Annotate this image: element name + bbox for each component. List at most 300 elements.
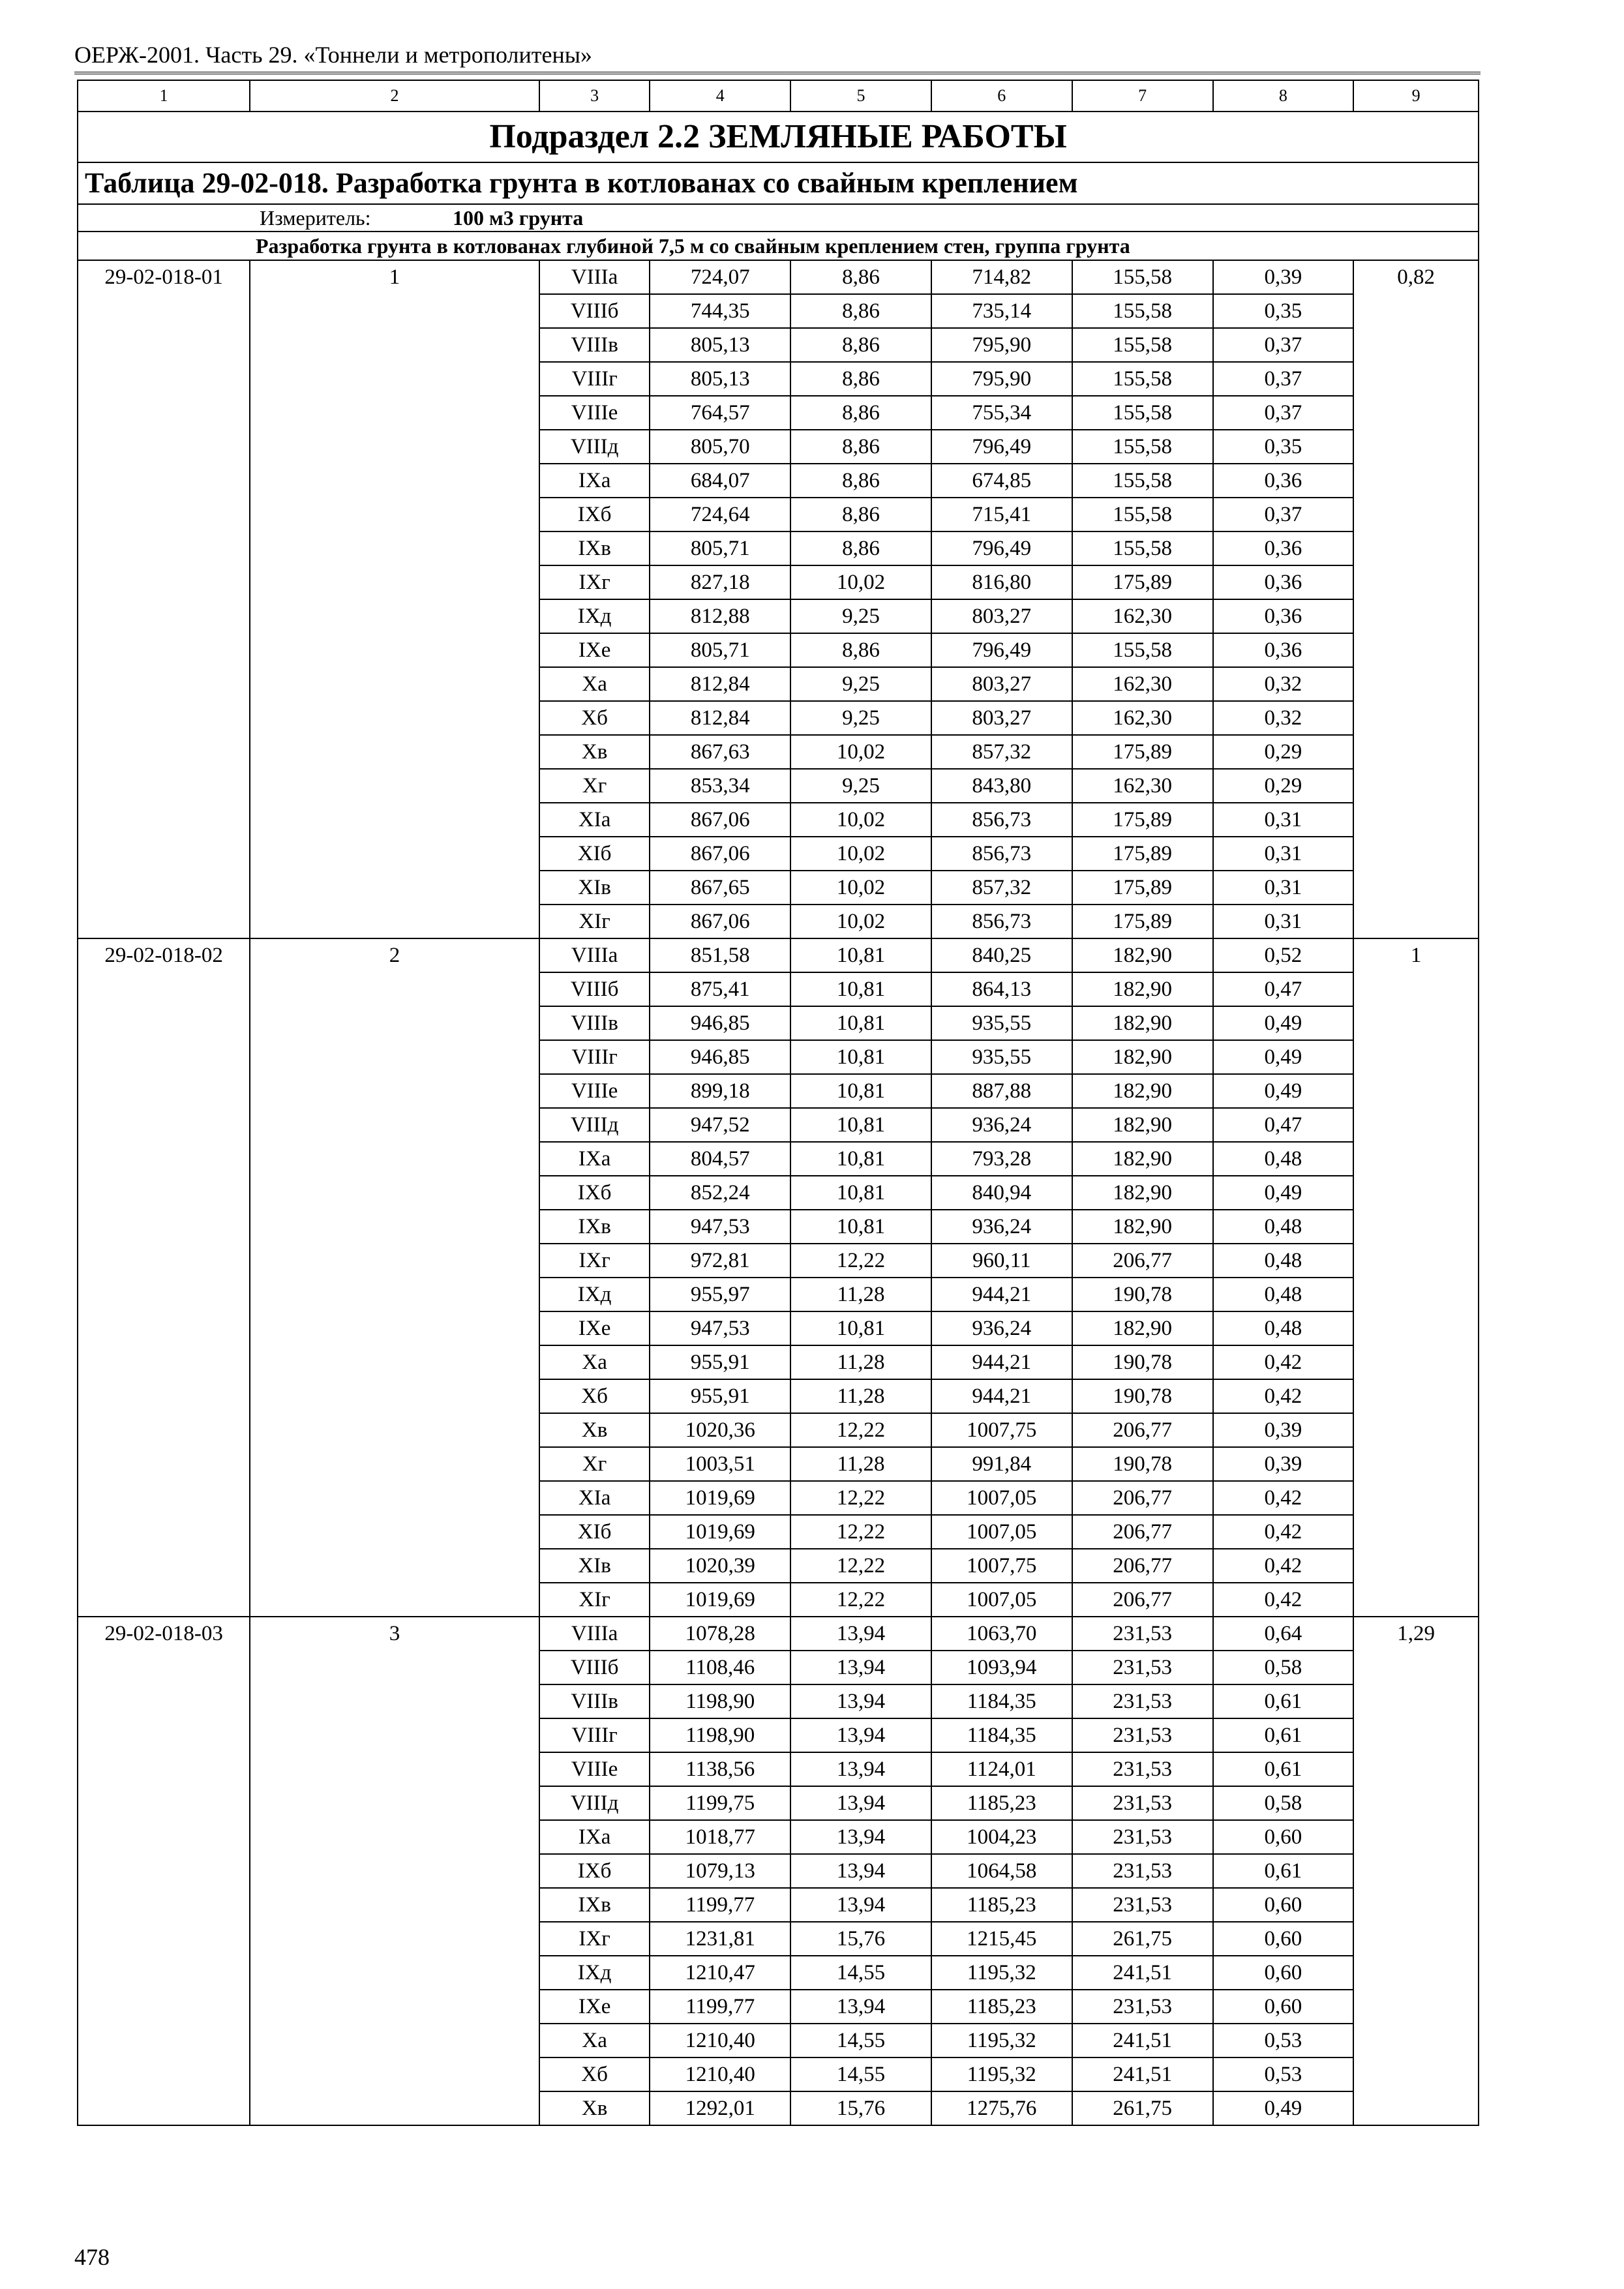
soil-group: VIIIд bbox=[539, 1108, 650, 1142]
machinist-wages: 206,77 bbox=[1072, 1481, 1213, 1515]
machinist-wages: 155,58 bbox=[1072, 531, 1213, 565]
machinist-wages: 175,89 bbox=[1072, 871, 1213, 905]
machine-cost: 1007,75 bbox=[931, 1549, 1072, 1583]
machine-cost: 935,55 bbox=[931, 1040, 1072, 1074]
labor-wages: 13,94 bbox=[790, 1718, 931, 1752]
total-cost: 867,63 bbox=[650, 735, 790, 769]
machinist-wages: 182,90 bbox=[1072, 1176, 1213, 1210]
labor-wages: 10,81 bbox=[790, 1210, 931, 1244]
machine-cost: 1185,23 bbox=[931, 1786, 1072, 1820]
machine-cost: 1004,23 bbox=[931, 1820, 1072, 1854]
machine-cost: 796,49 bbox=[931, 531, 1072, 565]
materials-cost: 0,48 bbox=[1213, 1142, 1354, 1176]
machinist-wages: 231,53 bbox=[1072, 1854, 1213, 1888]
soil-group: IXб bbox=[539, 498, 650, 531]
machinist-wages: 231,53 bbox=[1072, 1684, 1213, 1718]
soil-group: Xб bbox=[539, 701, 650, 735]
measure-label: Измеритель: bbox=[260, 206, 371, 230]
labor-wages: 8,86 bbox=[790, 328, 931, 362]
labor-wages: 8,86 bbox=[790, 633, 931, 667]
machinist-wages: 206,77 bbox=[1072, 1413, 1213, 1447]
total-cost: 1210,40 bbox=[650, 2024, 790, 2057]
total-cost: 946,85 bbox=[650, 1040, 790, 1074]
labor-wages: 10,02 bbox=[790, 803, 931, 837]
total-cost: 764,57 bbox=[650, 396, 790, 430]
machinist-wages: 182,90 bbox=[1072, 972, 1213, 1006]
labor-wages: 10,02 bbox=[790, 565, 931, 599]
machine-cost: 796,49 bbox=[931, 430, 1072, 464]
machine-cost: 843,80 bbox=[931, 769, 1072, 803]
total-cost: 805,71 bbox=[650, 633, 790, 667]
total-cost: 1210,40 bbox=[650, 2057, 790, 2091]
labor-wages: 13,94 bbox=[790, 1820, 931, 1854]
soil-group: IXе bbox=[539, 1990, 650, 2024]
materials-cost: 0,29 bbox=[1213, 769, 1354, 803]
total-cost: 1231,81 bbox=[650, 1922, 790, 1956]
labor-wages: 10,81 bbox=[790, 1006, 931, 1040]
machinist-wages: 241,51 bbox=[1072, 2057, 1213, 2091]
labor-wages: 12,22 bbox=[790, 1244, 931, 1278]
materials-cost: 0,35 bbox=[1213, 294, 1354, 328]
machinist-wages: 182,90 bbox=[1072, 1108, 1213, 1142]
machinist-wages: 231,53 bbox=[1072, 1651, 1213, 1684]
labor-wages: 13,94 bbox=[790, 1684, 931, 1718]
materials-cost: 0,31 bbox=[1213, 803, 1354, 837]
labor-wages: 10,02 bbox=[790, 905, 931, 938]
total-cost: 853,34 bbox=[650, 769, 790, 803]
machine-cost: 1007,05 bbox=[931, 1583, 1072, 1617]
labor-wages: 14,55 bbox=[790, 2057, 931, 2091]
soil-group: VIIIб bbox=[539, 1651, 650, 1684]
total-cost: 946,85 bbox=[650, 1006, 790, 1040]
soil-group: XIв bbox=[539, 871, 650, 905]
soil-group: IXв bbox=[539, 531, 650, 565]
total-cost: 955,97 bbox=[650, 1278, 790, 1311]
total-cost: 812,88 bbox=[650, 599, 790, 633]
materials-cost: 0,37 bbox=[1213, 498, 1354, 531]
materials-cost: 0,36 bbox=[1213, 565, 1354, 599]
machinist-wages: 155,58 bbox=[1072, 498, 1213, 531]
machinist-wages: 162,30 bbox=[1072, 769, 1213, 803]
materials-cost: 0,53 bbox=[1213, 2057, 1354, 2091]
soil-group: IXа bbox=[539, 1820, 650, 1854]
machine-cost: 857,32 bbox=[931, 871, 1072, 905]
total-cost: 812,84 bbox=[650, 701, 790, 735]
measure-cell bbox=[78, 204, 1479, 232]
materials-cost: 0,42 bbox=[1213, 1515, 1354, 1549]
materials-cost: 0,31 bbox=[1213, 905, 1354, 938]
machine-cost: 1195,32 bbox=[931, 1956, 1072, 1990]
machinist-wages: 155,58 bbox=[1072, 328, 1213, 362]
machinist-wages: 190,78 bbox=[1072, 1447, 1213, 1481]
labor-wages: 10,81 bbox=[790, 1142, 931, 1176]
materials-cost: 0,58 bbox=[1213, 1651, 1354, 1684]
soil-group: VIIIг bbox=[539, 1718, 650, 1752]
labor-wages: 13,94 bbox=[790, 1617, 931, 1651]
machinist-wages: 206,77 bbox=[1072, 1515, 1213, 1549]
machine-cost: 936,24 bbox=[931, 1311, 1072, 1345]
total-cost: 724,07 bbox=[650, 260, 790, 294]
materials-cost: 0,49 bbox=[1213, 1006, 1354, 1040]
labor-wages: 10,02 bbox=[790, 837, 931, 871]
column-number: 5 bbox=[790, 80, 931, 112]
machinist-wages: 261,75 bbox=[1072, 2091, 1213, 2125]
total-cost: 805,70 bbox=[650, 430, 790, 464]
machine-cost: 1184,35 bbox=[931, 1684, 1072, 1718]
machinist-wages: 155,58 bbox=[1072, 260, 1213, 294]
labor-wages: 13,94 bbox=[790, 1752, 931, 1786]
machinist-wages: 182,90 bbox=[1072, 1040, 1213, 1074]
soil-group: IXе bbox=[539, 1311, 650, 1345]
labor-wages: 12,22 bbox=[790, 1481, 931, 1515]
labor-wages: 12,22 bbox=[790, 1549, 931, 1583]
column-number: 2 bbox=[250, 80, 539, 112]
machine-cost: 991,84 bbox=[931, 1447, 1072, 1481]
machine-cost: 1007,05 bbox=[931, 1481, 1072, 1515]
machine-cost: 840,25 bbox=[931, 938, 1072, 972]
soil-group: IXв bbox=[539, 1888, 650, 1922]
table-title: Таблица 29-02-018. Разработка грунта в котлованах со свайным креплением bbox=[78, 162, 1479, 204]
total-cost: 1019,69 bbox=[650, 1481, 790, 1515]
labor-wages: 8,86 bbox=[790, 531, 931, 565]
soil-group: Xа bbox=[539, 1345, 650, 1379]
materials-cost: 0,42 bbox=[1213, 1583, 1354, 1617]
soil-group: VIIIд bbox=[539, 1786, 650, 1820]
materials-cost: 0,42 bbox=[1213, 1481, 1354, 1515]
norm-number: 3 bbox=[250, 1617, 539, 2125]
total-cost: 1199,75 bbox=[650, 1786, 790, 1820]
materials-cost: 0,39 bbox=[1213, 260, 1354, 294]
materials-cost: 0,42 bbox=[1213, 1345, 1354, 1379]
soil-group: XIа bbox=[539, 803, 650, 837]
total-cost: 744,35 bbox=[650, 294, 790, 328]
total-cost: 1199,77 bbox=[650, 1888, 790, 1922]
norm-code: 29-02-018-01 bbox=[78, 260, 250, 938]
machine-cost: 1215,45 bbox=[931, 1922, 1072, 1956]
materials-cost: 0,47 bbox=[1213, 1108, 1354, 1142]
materials-cost: 0,60 bbox=[1213, 1888, 1354, 1922]
labor-wages: 10,81 bbox=[790, 1074, 931, 1108]
labor-wages: 9,25 bbox=[790, 769, 931, 803]
measure-row bbox=[78, 204, 1479, 232]
soil-group: VIIIг bbox=[539, 1040, 650, 1074]
labor-wages: 10,81 bbox=[790, 1108, 931, 1142]
materials-cost: 0,36 bbox=[1213, 464, 1354, 498]
table-title-row bbox=[78, 162, 1479, 204]
machinist-wages: 241,51 bbox=[1072, 2024, 1213, 2057]
total-cost: 1198,90 bbox=[650, 1684, 790, 1718]
machinist-wages: 231,53 bbox=[1072, 1990, 1213, 2024]
machine-cost: 1184,35 bbox=[931, 1718, 1072, 1752]
machine-cost: 936,24 bbox=[931, 1108, 1072, 1142]
machinist-wages: 175,89 bbox=[1072, 735, 1213, 769]
soil-group: IXа bbox=[539, 1142, 650, 1176]
column-number: 3 bbox=[539, 80, 650, 112]
labor-wages: 10,81 bbox=[790, 972, 931, 1006]
soil-group: Xв bbox=[539, 2091, 650, 2125]
total-cost: 1019,69 bbox=[650, 1583, 790, 1617]
machine-cost: 715,41 bbox=[931, 498, 1072, 531]
materials-cost: 0,48 bbox=[1213, 1210, 1354, 1244]
soil-group: VIIIа bbox=[539, 1617, 650, 1651]
soil-group: IXг bbox=[539, 565, 650, 599]
subsection-title: Подраздел 2.2 ЗЕМЛЯНЫЕ РАБОТЫ bbox=[78, 112, 1479, 162]
materials-cost: 0,49 bbox=[1213, 1040, 1354, 1074]
machinist-wages: 182,90 bbox=[1072, 1074, 1213, 1108]
machine-cost: 816,80 bbox=[931, 565, 1072, 599]
machine-cost: 960,11 bbox=[931, 1244, 1072, 1278]
total-cost: 1292,01 bbox=[650, 2091, 790, 2125]
machinist-wages: 175,89 bbox=[1072, 803, 1213, 837]
materials-cost: 0,37 bbox=[1213, 396, 1354, 430]
machinist-wages: 182,90 bbox=[1072, 1006, 1213, 1040]
machine-cost: 856,73 bbox=[931, 803, 1072, 837]
machinist-wages: 182,90 bbox=[1072, 938, 1213, 972]
soil-group: Xг bbox=[539, 1447, 650, 1481]
total-cost: 867,65 bbox=[650, 871, 790, 905]
materials-cost: 0,53 bbox=[1213, 2024, 1354, 2057]
total-cost: 955,91 bbox=[650, 1379, 790, 1413]
machinist-wages: 206,77 bbox=[1072, 1549, 1213, 1583]
machinist-wages: 155,58 bbox=[1072, 633, 1213, 667]
soil-group: Xа bbox=[539, 2024, 650, 2057]
labor-wages: 12,22 bbox=[790, 1583, 931, 1617]
materials-cost: 0,35 bbox=[1213, 430, 1354, 464]
total-cost: 827,18 bbox=[650, 565, 790, 599]
subsection-row bbox=[78, 112, 1479, 162]
machine-cost: 1185,23 bbox=[931, 1990, 1072, 2024]
machine-cost: 803,27 bbox=[931, 701, 1072, 735]
machinist-wages: 206,77 bbox=[1072, 1244, 1213, 1278]
machinist-wages: 182,90 bbox=[1072, 1142, 1213, 1176]
machine-cost: 803,27 bbox=[931, 599, 1072, 633]
labor-wages: 15,76 bbox=[790, 1922, 931, 1956]
machine-cost: 1064,58 bbox=[931, 1854, 1072, 1888]
labor-wages: 11,28 bbox=[790, 1278, 931, 1311]
materials-cost: 0,37 bbox=[1213, 328, 1354, 362]
machinist-wages: 190,78 bbox=[1072, 1379, 1213, 1413]
machinist-wages: 162,30 bbox=[1072, 667, 1213, 701]
machine-cost: 1185,23 bbox=[931, 1888, 1072, 1922]
total-cost: 972,81 bbox=[650, 1244, 790, 1278]
labor-wages: 13,94 bbox=[790, 1786, 931, 1820]
machinist-wages: 155,58 bbox=[1072, 294, 1213, 328]
total-cost: 805,13 bbox=[650, 362, 790, 396]
machinist-wages: 155,58 bbox=[1072, 396, 1213, 430]
materials-cost: 0,42 bbox=[1213, 1549, 1354, 1583]
labor-wages: 14,55 bbox=[790, 2024, 931, 2057]
materials-cost: 0,47 bbox=[1213, 972, 1354, 1006]
total-cost: 724,64 bbox=[650, 498, 790, 531]
soil-group: XIг bbox=[539, 905, 650, 938]
materials-cost: 0,32 bbox=[1213, 667, 1354, 701]
machine-cost: 887,88 bbox=[931, 1074, 1072, 1108]
total-cost: 812,84 bbox=[650, 667, 790, 701]
machine-cost: 1275,76 bbox=[931, 2091, 1072, 2125]
labor-wages: 11,28 bbox=[790, 1379, 931, 1413]
machinist-wages: 231,53 bbox=[1072, 1888, 1213, 1922]
labor-wages: 8,86 bbox=[790, 396, 931, 430]
materials-cost: 0,39 bbox=[1213, 1447, 1354, 1481]
labor-wages: 11,28 bbox=[790, 1447, 931, 1481]
machinist-wages: 155,58 bbox=[1072, 362, 1213, 396]
labor-wages: 11,28 bbox=[790, 1345, 931, 1379]
machine-cost: 944,21 bbox=[931, 1379, 1072, 1413]
total-cost: 947,53 bbox=[650, 1210, 790, 1244]
machine-cost: 796,49 bbox=[931, 633, 1072, 667]
soil-group: IXг bbox=[539, 1922, 650, 1956]
machinist-wages: 231,53 bbox=[1072, 1617, 1213, 1651]
page-header: ОЕРЖ-2001. Часть 29. «Тоннели и метрополитены» bbox=[74, 42, 592, 68]
measure-value: 100 м3 грунта bbox=[453, 206, 584, 230]
total-cost: 1210,47 bbox=[650, 1956, 790, 1990]
total-cost: 684,07 bbox=[650, 464, 790, 498]
total-cost: 1003,51 bbox=[650, 1447, 790, 1481]
materials-cost: 0,48 bbox=[1213, 1278, 1354, 1311]
total-cost: 1108,46 bbox=[650, 1651, 790, 1684]
machinist-wages: 231,53 bbox=[1072, 1820, 1213, 1854]
soil-group: VIIIб bbox=[539, 972, 650, 1006]
materials-cost: 0,31 bbox=[1213, 871, 1354, 905]
column-number-row bbox=[78, 80, 1479, 112]
materials-cost: 0,48 bbox=[1213, 1244, 1354, 1278]
total-cost: 867,06 bbox=[650, 905, 790, 938]
soil-group: XIв bbox=[539, 1549, 650, 1583]
soil-group: VIIIа bbox=[539, 260, 650, 294]
soil-group: IXб bbox=[539, 1176, 650, 1210]
materials-cost: 0,64 bbox=[1213, 1617, 1354, 1651]
machinist-wages: 162,30 bbox=[1072, 701, 1213, 735]
materials-cost: 0,61 bbox=[1213, 1718, 1354, 1752]
labor-wages: 8,86 bbox=[790, 260, 931, 294]
soil-group: Xв bbox=[539, 735, 650, 769]
materials-cost: 0,60 bbox=[1213, 1956, 1354, 1990]
labor-wages: 15,76 bbox=[790, 2091, 931, 2125]
soil-group: IXг bbox=[539, 1244, 650, 1278]
materials-cost: 0,61 bbox=[1213, 1752, 1354, 1786]
norm-number: 2 bbox=[250, 938, 539, 1617]
machinist-wages: 231,53 bbox=[1072, 1718, 1213, 1752]
soil-group: IXд bbox=[539, 599, 650, 633]
column-number: 9 bbox=[1353, 80, 1479, 112]
table-row bbox=[78, 1617, 1479, 1651]
materials-cost: 0,49 bbox=[1213, 2091, 1354, 2125]
column-number: 4 bbox=[650, 80, 790, 112]
total-cost: 1199,77 bbox=[650, 1990, 790, 2024]
labor-wages: 10,02 bbox=[790, 735, 931, 769]
total-cost: 867,06 bbox=[650, 803, 790, 837]
machinist-wages: 155,58 bbox=[1072, 464, 1213, 498]
header-rule bbox=[74, 72, 1481, 74]
soil-group: VIIIа bbox=[539, 938, 650, 972]
labor-wages: 9,25 bbox=[790, 599, 931, 633]
total-cost: 899,18 bbox=[650, 1074, 790, 1108]
machinist-wages: 155,58 bbox=[1072, 430, 1213, 464]
materials-cost: 0,61 bbox=[1213, 1854, 1354, 1888]
norm-code: 29-02-018-03 bbox=[78, 1617, 250, 2125]
column-number: 7 bbox=[1072, 80, 1213, 112]
labor-wages: 9,25 bbox=[790, 667, 931, 701]
materials-cost: 0,60 bbox=[1213, 1820, 1354, 1854]
machinist-wages: 182,90 bbox=[1072, 1210, 1213, 1244]
labor-wages: 8,86 bbox=[790, 294, 931, 328]
soil-group: VIIIв bbox=[539, 1006, 650, 1040]
total-cost: 875,41 bbox=[650, 972, 790, 1006]
column-number: 1 bbox=[78, 80, 250, 112]
machinist-wages: 206,77 bbox=[1072, 1583, 1213, 1617]
total-cost: 947,53 bbox=[650, 1311, 790, 1345]
soil-group: IXе bbox=[539, 633, 650, 667]
materials-cost: 0,29 bbox=[1213, 735, 1354, 769]
machine-cost: 1007,75 bbox=[931, 1413, 1072, 1447]
total-cost: 804,57 bbox=[650, 1142, 790, 1176]
machinist-wages: 231,53 bbox=[1072, 1786, 1213, 1820]
soil-group: Xб bbox=[539, 1379, 650, 1413]
machine-cost: 935,55 bbox=[931, 1006, 1072, 1040]
machine-cost: 795,90 bbox=[931, 362, 1072, 396]
labor-wages: 12,22 bbox=[790, 1413, 931, 1447]
total-cost: 1018,77 bbox=[650, 1820, 790, 1854]
materials-cost: 0,37 bbox=[1213, 362, 1354, 396]
total-cost: 1078,28 bbox=[650, 1617, 790, 1651]
machinist-wages: 175,89 bbox=[1072, 565, 1213, 599]
soil-group: VIIIг bbox=[539, 362, 650, 396]
labor-coefficient: 1,29 bbox=[1353, 1617, 1479, 2125]
norms-table bbox=[77, 80, 1479, 2126]
labor-wages: 8,86 bbox=[790, 464, 931, 498]
soil-group: VIIIв bbox=[539, 1684, 650, 1718]
machine-cost: 674,85 bbox=[931, 464, 1072, 498]
machinist-wages: 190,78 bbox=[1072, 1345, 1213, 1379]
soil-group: VIIIв bbox=[539, 328, 650, 362]
machine-cost: 840,94 bbox=[931, 1176, 1072, 1210]
labor-coefficient: 1 bbox=[1353, 938, 1479, 1617]
total-cost: 947,52 bbox=[650, 1108, 790, 1142]
materials-cost: 0,52 bbox=[1213, 938, 1354, 972]
soil-group: Xб bbox=[539, 2057, 650, 2091]
machine-cost: 714,82 bbox=[931, 260, 1072, 294]
soil-group: Xг bbox=[539, 769, 650, 803]
labor-wages: 10,81 bbox=[790, 938, 931, 972]
materials-cost: 0,39 bbox=[1213, 1413, 1354, 1447]
total-cost: 852,24 bbox=[650, 1176, 790, 1210]
machine-cost: 944,21 bbox=[931, 1278, 1072, 1311]
soil-group: IXв bbox=[539, 1210, 650, 1244]
machine-cost: 936,24 bbox=[931, 1210, 1072, 1244]
machine-cost: 856,73 bbox=[931, 905, 1072, 938]
labor-wages: 8,86 bbox=[790, 498, 931, 531]
materials-cost: 0,36 bbox=[1213, 633, 1354, 667]
machinist-wages: 231,53 bbox=[1072, 1752, 1213, 1786]
labor-wages: 10,02 bbox=[790, 871, 931, 905]
total-cost: 1198,90 bbox=[650, 1718, 790, 1752]
column-number: 6 bbox=[931, 80, 1072, 112]
machine-cost: 1124,01 bbox=[931, 1752, 1072, 1786]
labor-wages: 8,86 bbox=[790, 362, 931, 396]
machine-cost: 1195,32 bbox=[931, 2057, 1072, 2091]
total-cost: 1020,39 bbox=[650, 1549, 790, 1583]
machine-cost: 803,27 bbox=[931, 667, 1072, 701]
labor-coefficient: 0,82 bbox=[1353, 260, 1479, 938]
column-number: 8 bbox=[1213, 80, 1354, 112]
norm-code: 29-02-018-02 bbox=[78, 938, 250, 1617]
materials-cost: 0,36 bbox=[1213, 531, 1354, 565]
soil-group: VIIIе bbox=[539, 1074, 650, 1108]
total-cost: 867,06 bbox=[650, 837, 790, 871]
materials-cost: 0,32 bbox=[1213, 701, 1354, 735]
soil-group: XIг bbox=[539, 1583, 650, 1617]
soil-group: XIб bbox=[539, 1515, 650, 1549]
